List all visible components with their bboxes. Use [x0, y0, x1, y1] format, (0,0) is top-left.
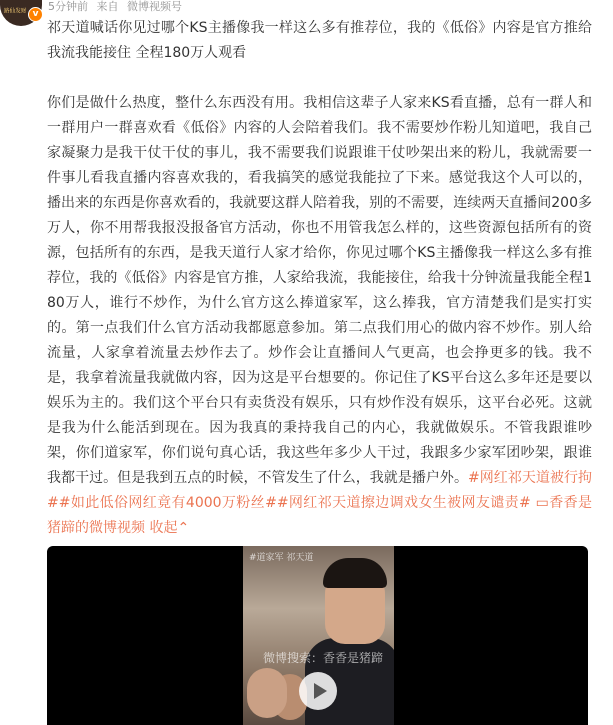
- video-link[interactable]: ▭香香是猪蹄的微博视频: [47, 495, 593, 536]
- video-player[interactable]: [47, 546, 588, 725]
- post-body-text: 你们是做什么热度，整什么东西没有用。我相信这辈子人家来KS看直播，总有一群人和一群用户一群喜欢看《低俗》内容的人会陪着我们。我不需要炒作粉儿知道吧，我自己家凝聚力是我干仗干仗的事儿，我不需要我们说跟谁干仗吵架出来的粉儿，我就需要一件事儿看我直播内容喜欢我的，看我搞笑的感觉我能拉了下来。感觉我这个人可以的，播出来的东西是你喜欢看的，我就要这群人陪着我，别的不需要，连续两天直播间200多万人，你不用帮我报没报备官方活动，你也不用管我怎么样的，这些资源包括所有的资源，包括所有的东西，是我天道行人家才给你，你见过哪个KS主播像我一样这么多有推荐位，我的《低俗》内容是官方推，人家给我流，我能接住，给我十分钟流量我能全程180万人，谁行不炒作，为什么官方这么捧道家军，这么捧我，官方清楚我们是实打实的。第一点我们什么官方活动我都愿意参加。第二点我们用心的做内容不炒作。别人给流量，人家拿着流量去炒作去了。炒作会让直播间人气更高，也会挣更多的钱。我不是，我拿着流量我就做内容，因为这是平台想要的。你记住了KS平台这么多年还是要以娱乐为主的。我们这个平台只有卖货没有娱乐，只有炒作没有娱乐，这平台必死。这就是我为什么能活到现在。因为我真的秉持我自己的内心，我就做娱乐。不管我跟谁吵架，你们道家军，你们说句真心话，我这些年多少人干过，我跟多少家军团吵架，跟谁我都干过。但是我到五点的时候，不管发生了什么，我就是播户外。: [47, 95, 592, 486]
- hashtag-link[interactable]: #网红祁天道擦边调戏女生被网友谴责#: [276, 495, 531, 511]
- post-content: [47, 16, 592, 541]
- post-meta: [48, 0, 187, 14]
- verified-badge-icon: v: [28, 7, 43, 22]
- video-watermark: 微博搜索：香香是猪蹄: [263, 651, 384, 665]
- video-link-icon: ▭: [535, 495, 549, 511]
- post-time[interactable]: 5分钟前: [48, 0, 88, 13]
- video-thumbnail: [243, 546, 394, 725]
- avatar-label: 路仙发财: [4, 7, 27, 15]
- video-top-watermark: #道家军 祁天道: [249, 553, 314, 563]
- source-prefix: 来自: [96, 0, 119, 13]
- collapse-button[interactable]: 收起⌃: [149, 520, 190, 536]
- play-icon[interactable]: [299, 672, 337, 710]
- post-paragraph-1: 祁天道喊话你见过哪个KS主播像我一样这么多有推荐位，我的《低俗》内容是官方推给我流我能接住 全程180万人观看: [47, 20, 592, 61]
- post-source[interactable]: 微博视频号: [127, 0, 182, 13]
- post-paragraph-2: [47, 91, 592, 541]
- hashtag-link[interactable]: #如此低俗网红竟有4000万粉丝#: [58, 495, 277, 511]
- chevron-up-icon: ⌃: [177, 520, 190, 536]
- hashtag-link[interactable]: #网红祁天道被行拘#: [47, 470, 592, 511]
